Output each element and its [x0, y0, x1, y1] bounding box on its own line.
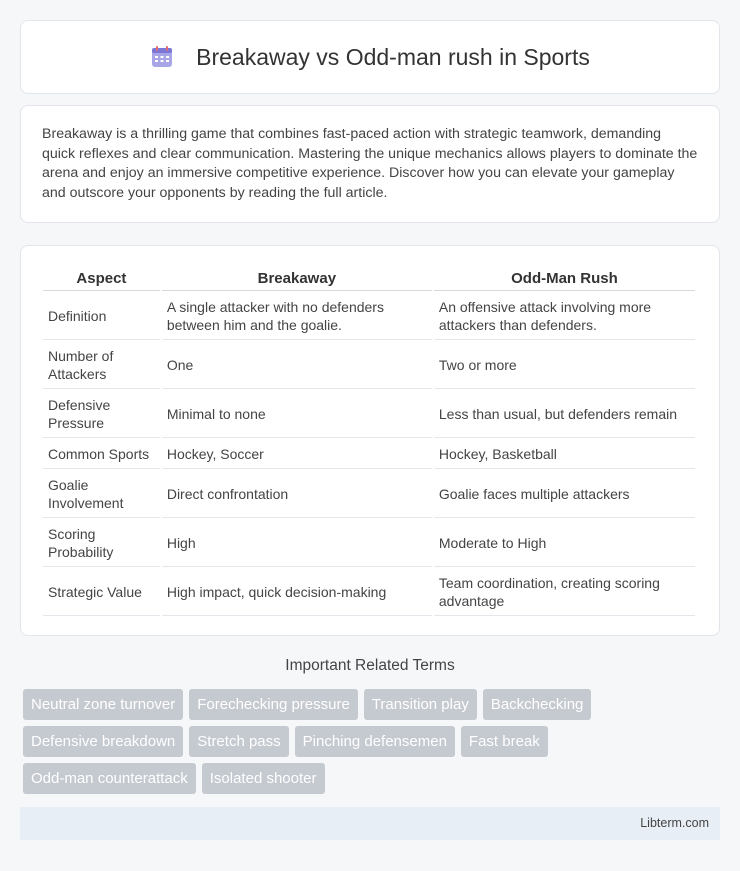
table-cell: Goalie faces multiple attackers: [434, 471, 695, 518]
table-cell: Direct confrontation: [162, 471, 432, 518]
footer: [20, 807, 720, 840]
table-row: [43, 471, 695, 518]
related-term-tag[interactable]: Fast break: [461, 726, 548, 757]
table-cell: Two or more: [434, 342, 695, 389]
header-card: [20, 20, 720, 94]
table-header-row: [43, 267, 695, 291]
tag-row: [23, 689, 723, 720]
calendar-icon: [150, 45, 174, 69]
table-cell: Common Sports: [43, 440, 160, 469]
footer-site-link[interactable]: Libterm.com: [640, 816, 709, 830]
table-cell: High: [162, 520, 432, 567]
tag-row: [23, 763, 723, 794]
related-term-tag[interactable]: Forechecking pressure: [189, 689, 358, 720]
table-cell: Strategic Value: [43, 569, 160, 616]
page-title: Breakaway vs Odd-man rush in Sports: [196, 43, 590, 70]
related-terms-tags: [23, 689, 723, 800]
related-term-tag[interactable]: Isolated shooter: [202, 763, 325, 794]
table-cell: High impact, quick decision-making: [162, 569, 432, 616]
table-cell: Definition: [43, 293, 160, 340]
related-terms-title: Important Related Terms: [285, 657, 455, 674]
table-cell: One: [162, 342, 432, 389]
comparison-table: [41, 265, 697, 618]
table-cell: Less than usual, but defenders remain: [434, 391, 695, 438]
table-row: [43, 293, 695, 340]
table-cell: Defensive Pressure: [43, 391, 160, 438]
table-cell: Moderate to High: [434, 520, 695, 567]
table-row: [43, 391, 695, 438]
table-cell: Team coordination, creating scoring advantage: [434, 569, 695, 616]
table-row: [43, 342, 695, 389]
table-cell: Goalie Involvement: [43, 471, 160, 518]
related-term-tag[interactable]: Pinching defensemen: [295, 726, 455, 757]
table-cell: Number of Attackers: [43, 342, 160, 389]
table-cell: Minimal to none: [162, 391, 432, 438]
table-row: [43, 520, 695, 567]
related-term-tag[interactable]: Transition play: [364, 689, 477, 720]
table-cell: Scoring Probability: [43, 520, 160, 567]
tag-row: [23, 726, 723, 757]
column-header-aspect: Aspect: [43, 267, 160, 291]
related-term-tag[interactable]: Neutral zone turnover: [23, 689, 183, 720]
related-term-tag[interactable]: Stretch pass: [189, 726, 288, 757]
intro-card: [20, 105, 720, 223]
comparison-table-card: [20, 245, 720, 636]
table-cell: Hockey, Basketball: [434, 440, 695, 469]
column-header-odd-man-rush: Odd-Man Rush: [434, 267, 695, 291]
table-row: [43, 440, 695, 469]
table-row: [43, 569, 695, 616]
table-cell: An offensive attack involving more attackers than defenders.: [434, 293, 695, 340]
table-cell: A single attacker with no defenders between him and the goalie.: [162, 293, 432, 340]
table-cell: Hockey, Soccer: [162, 440, 432, 469]
related-term-tag[interactable]: Odd-man counterattack: [23, 763, 196, 794]
related-term-tag[interactable]: Backchecking: [483, 689, 592, 720]
intro-text: Breakaway is a thrilling game that combines fast-paced action with strategic teamwork, demanding quick reflexes and clear communication. Mastering the unique mechanics allows players to dominate the arena and enjoy an immersive competitive experience. Discover how you can elevate your gameplay and outscore your opponents by reading the full article.: [42, 126, 698, 201]
column-header-breakaway: Breakaway: [162, 267, 432, 291]
related-term-tag[interactable]: Defensive breakdown: [23, 726, 183, 757]
